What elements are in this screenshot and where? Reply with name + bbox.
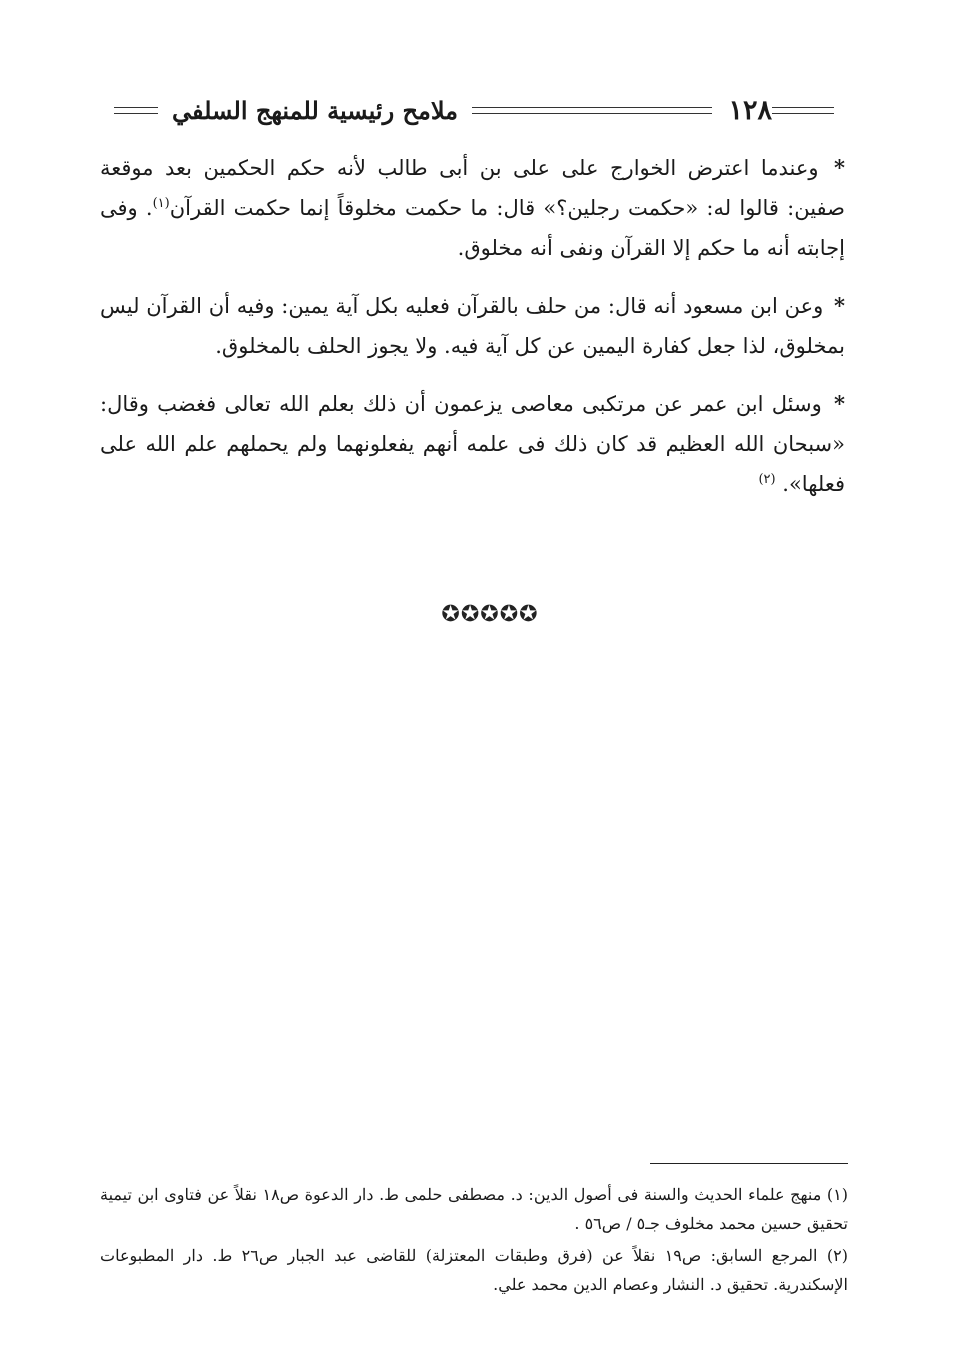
book-title: ملامح رئيسية للمنهج السلفي <box>172 95 459 125</box>
footnote-1 <box>100 1180 848 1238</box>
bullet-star: * <box>834 155 845 180</box>
paragraph-text: وعندما اعترض الخوارج على على بن أبى طالب لأنه حكم الحكمين بعد موقعة صفين: قالوا له: «حكمت رجلين؟» قال: ما حكمت مخلوقاً إنما حكمت القرآن <box>100 156 845 220</box>
section-ornament: ✪✪✪✪✪ <box>441 602 539 627</box>
footnote-number: (٢) <box>826 1246 848 1265</box>
footnote-separator <box>650 1163 848 1164</box>
paragraph-text-cont: . وفى إجابته أنه ما حكم إلا القرآن ونفى أنه مخلوق. <box>100 196 845 260</box>
paragraph-khawarij <box>100 148 845 268</box>
footnote-ref-1: (١) <box>152 196 170 211</box>
header-rule-right <box>772 107 834 114</box>
footnote-2 <box>100 1241 848 1299</box>
footnote-number: (١) <box>826 1185 849 1204</box>
paragraph-ibn-umar <box>100 384 845 504</box>
main-text <box>100 148 845 522</box>
paragraph-text: وسئل ابن عمر عن مرتكبى معاصى يزعمون أن ذلك بعلم الله تعالى فغضب وقال: «سبحان الله العظيم قد كان ذلك فى علمه أنهم يفعلونهما ولم يحملهم علم الله على فعلها». <box>100 392 845 496</box>
footnote-text: منهج علماء الحديث والسنة فى أصول الدين: د. مصطفى حلمى ط. دار الدعوة ص١٨ نقلاً عن فتاوى ابن تيمية تحقيق حسين محمد مخلوف جـ٥ / ص٥٦ . <box>100 1185 848 1233</box>
header-rule-middle <box>472 107 712 114</box>
paragraph-ibn-masud <box>100 286 845 366</box>
page-number: ١٢٨ <box>728 94 772 126</box>
bullet-star: * <box>834 293 845 318</box>
paragraph-text: وعن ابن مسعود أنه قال: من حلف بالقرآن فعليه بكل آية يمين: وفيه أن القرآن ليس بمخلوق، لذا جعل كفارة اليمين عن كل آية فيه. ولا يجوز الحلف بالمخلوق. <box>100 294 845 358</box>
bullet-star: * <box>834 391 845 416</box>
header-rule-left <box>114 107 158 114</box>
footnote-text: المرجع السابق: ص١٩ نقلاً عن (فرق وطبقات المعتزلة) للقاضى عبد الجبار ص٢٦ ط. دار المطبوعات الإسكندرية. تحقيق د. النشار وعصام الدين محمد علي. <box>100 1246 848 1294</box>
footnote-ref-2: (٢) <box>758 472 776 487</box>
footnotes <box>100 1180 848 1302</box>
running-header <box>100 88 848 132</box>
